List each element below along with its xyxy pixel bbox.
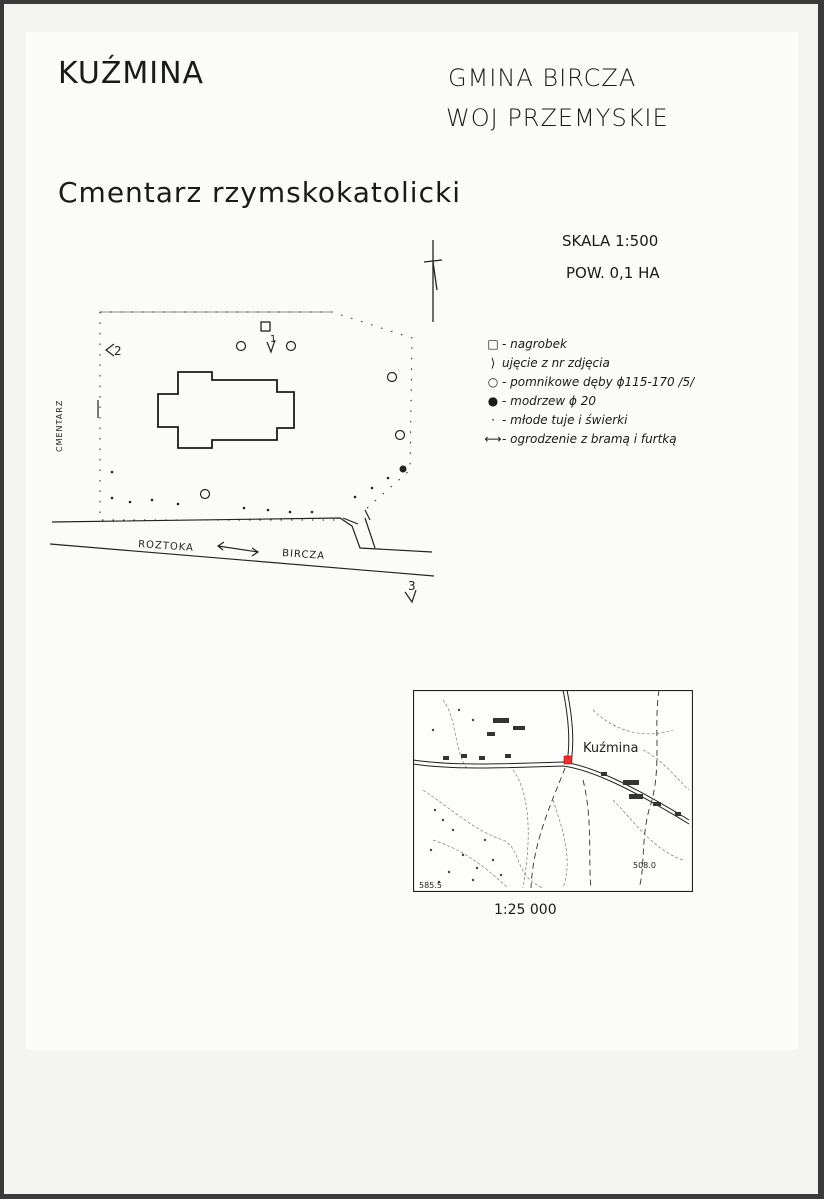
road-label-right: BIRCZA (281, 548, 326, 562)
photo-marker-1: 1 (270, 334, 277, 345)
legend-item: ⟩ ujęcie z nr zdjęcia (484, 353, 694, 372)
village-name: KUŹMINA (58, 56, 205, 91)
map-place-name: Kuźmina (583, 741, 639, 756)
gate-icon (98, 400, 370, 524)
photo-marker-3: 3 (408, 579, 416, 593)
plan-area: POW. 0,1 HA (566, 264, 660, 282)
oak-tree (201, 490, 210, 499)
cemetery-location-marker (564, 756, 572, 764)
commune-name: GMINA BIRCZA (448, 64, 637, 92)
photo-arrow-icon: ⟩ (490, 355, 496, 370)
circle-open-icon: ○ (487, 374, 499, 389)
legend (484, 334, 694, 448)
small-dot-icon: · (491, 412, 495, 427)
cemetery-boundary (100, 312, 412, 520)
page-title: Cmentarz rzymskokatolicki (58, 176, 461, 209)
circle-filled-icon: ● (487, 393, 499, 408)
map-elevation-right: 508.0 (633, 861, 656, 870)
plan-scale: SKALA 1:500 (562, 232, 659, 250)
oak-tree (396, 431, 405, 440)
oak-tree (237, 342, 246, 351)
legend-item: □ - nagrobek (484, 334, 694, 353)
road-label-left: ROZTOKA (137, 539, 195, 554)
young-trees (111, 471, 390, 514)
legend-item: ⟷ - ogrodzenie z bramą i furtką (484, 431, 677, 446)
photo-marker-2: 2 (114, 344, 122, 358)
church-outline (158, 372, 294, 448)
north-arrow-icon (424, 240, 442, 322)
legend-item: ○ - pomnikowe dęby ϕ115-170 /5/ (484, 372, 694, 391)
larch-tree (400, 466, 407, 473)
neighbor-cemetery-label: CMENTARZ (55, 399, 64, 452)
oak-tree (287, 342, 296, 351)
grave-square-icon (261, 322, 270, 331)
grave-square-icon: □ (487, 336, 499, 351)
legend-item: · - młode tuje i świerki (484, 410, 694, 429)
double-arrow-icon (218, 542, 258, 556)
oak-tree (388, 373, 397, 382)
legend-item: ● - modrzew ϕ 20 (484, 391, 694, 410)
road (50, 518, 434, 576)
location-map-scale: 1:25 000 (494, 902, 557, 918)
map-elevation-left: 585.5 (419, 881, 442, 890)
province-name: WOJ PRZEMYSKIE (446, 104, 669, 132)
location-map (413, 690, 693, 892)
fence-line-icon: ⟷ (484, 431, 502, 446)
